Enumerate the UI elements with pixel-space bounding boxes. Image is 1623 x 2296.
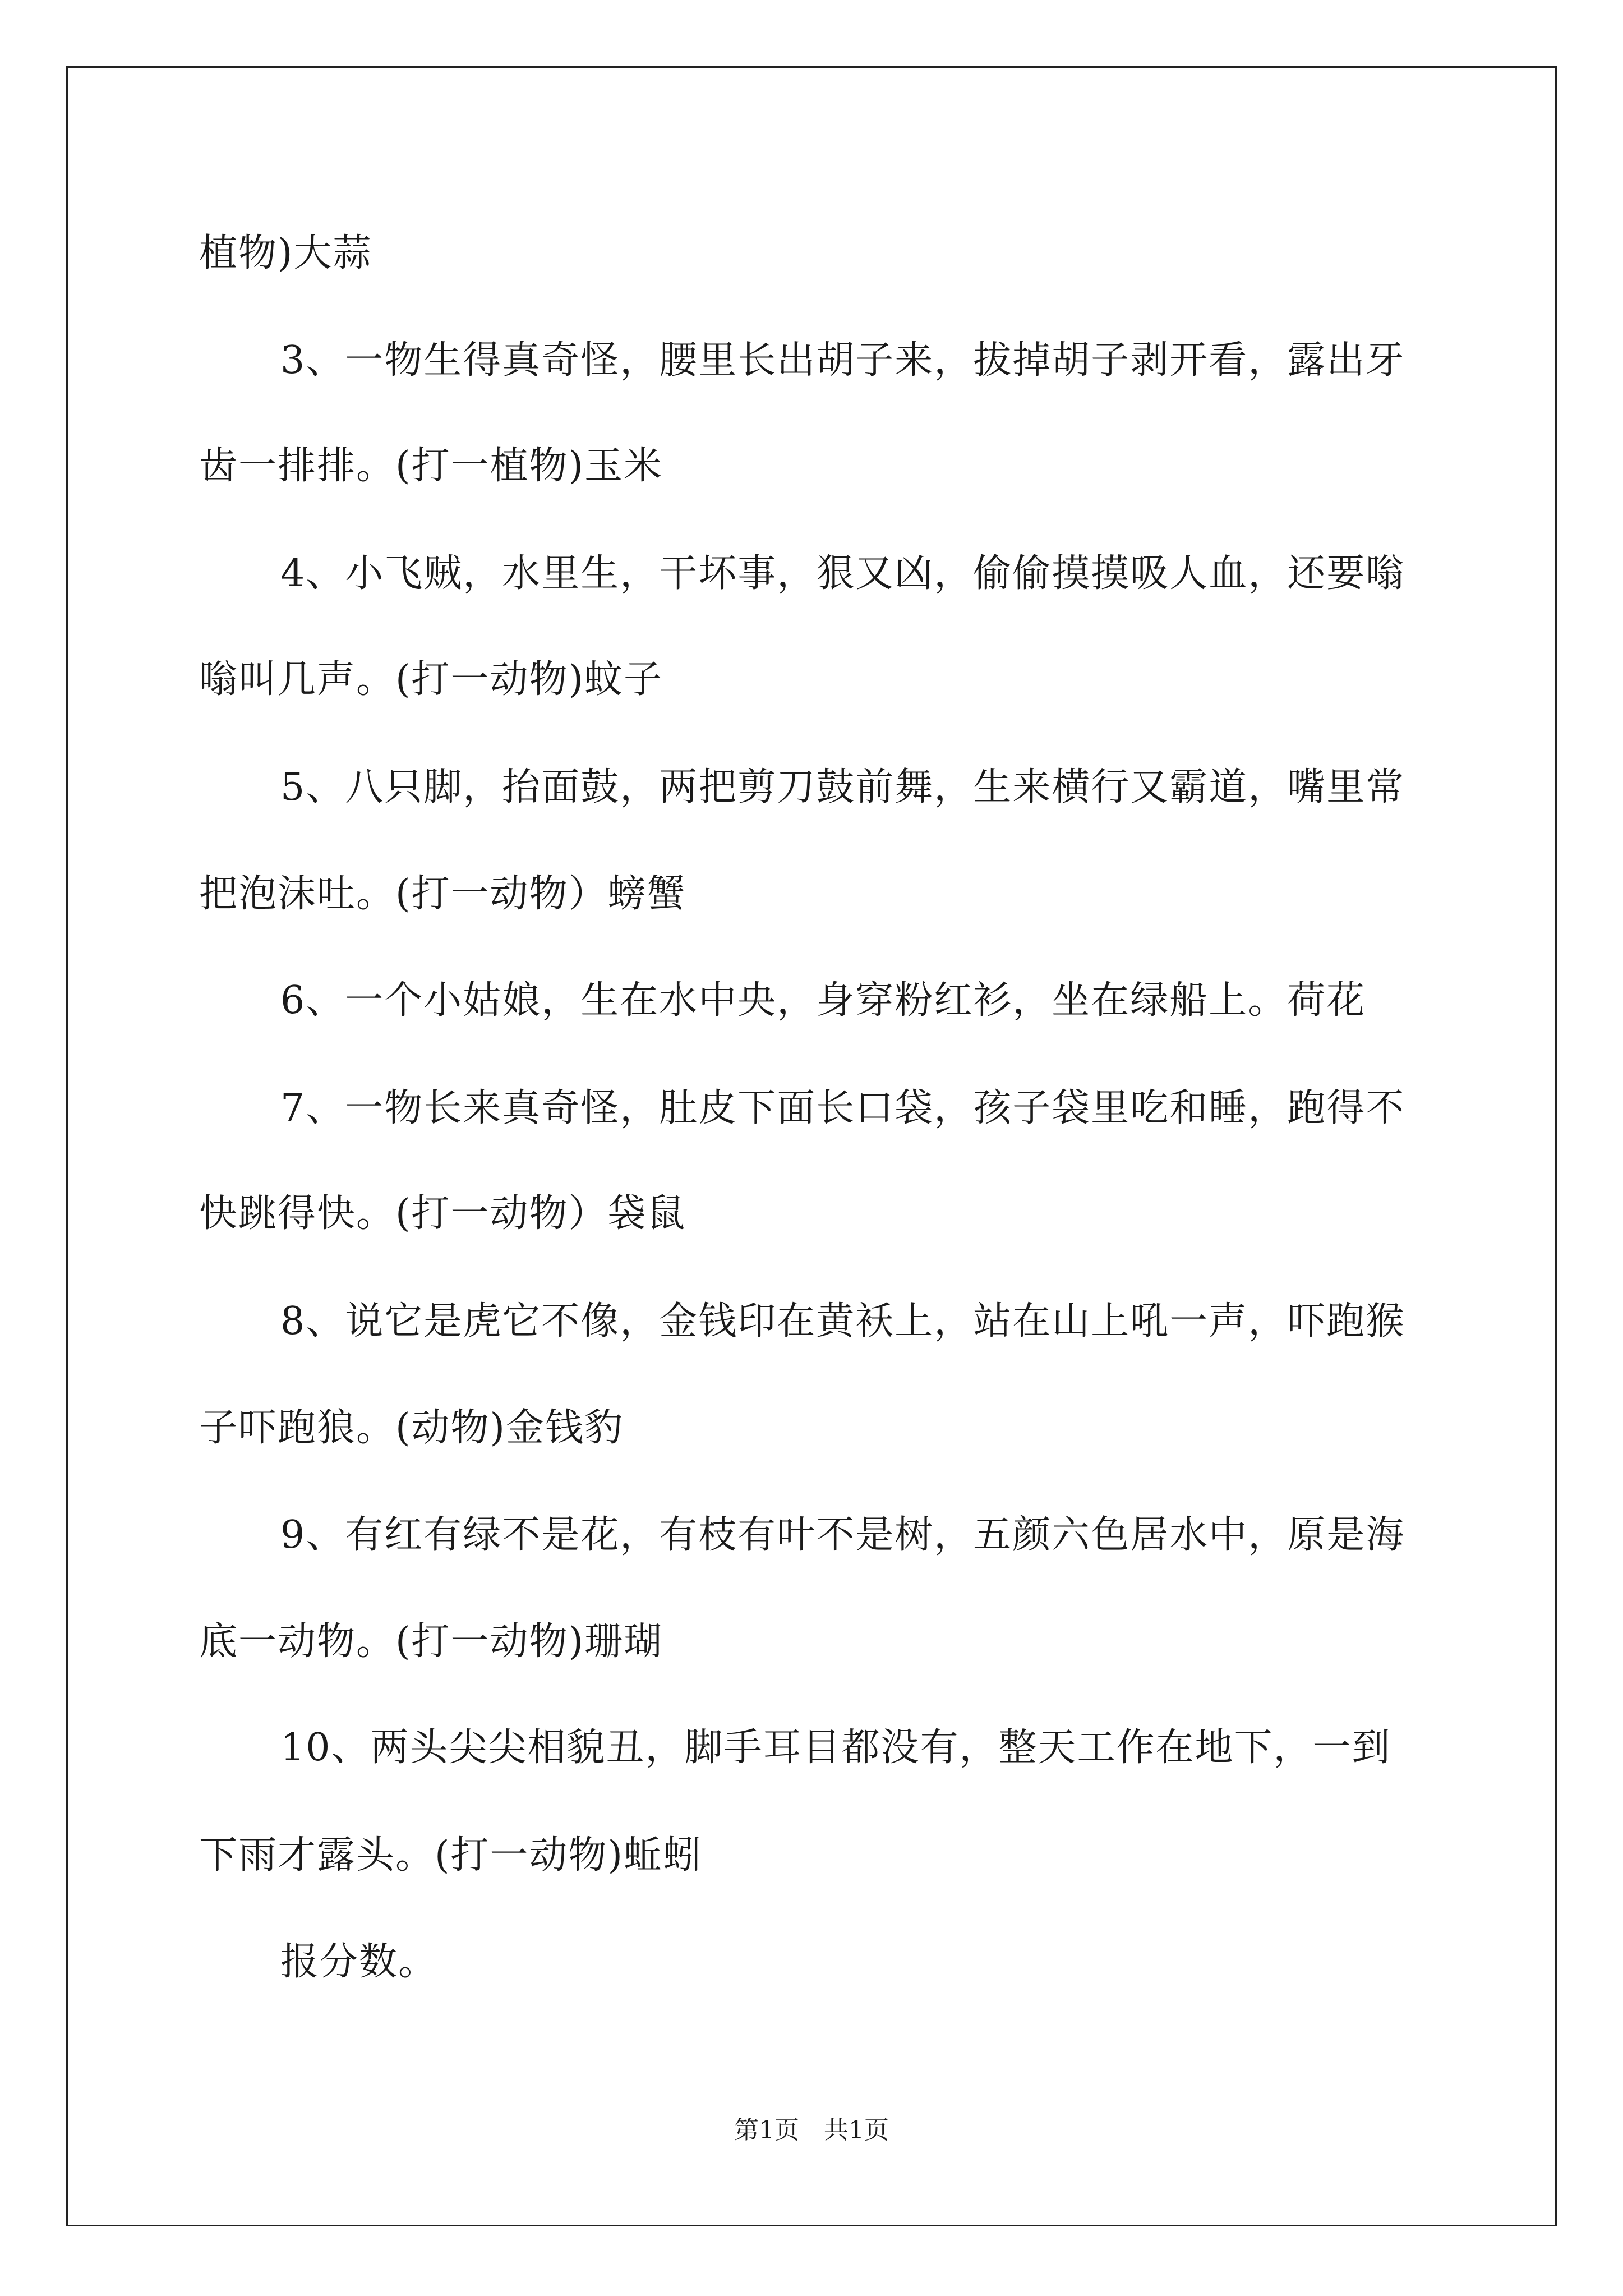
- text-line: 植物)大蒜: [199, 231, 372, 275]
- text-line: 5、八只脚，抬面鼓，两把剪刀鼓前舞，生来横行又霸道，嘴里常: [280, 765, 1405, 809]
- text-line: 子吓跑狼。(动物)金钱豹: [199, 1406, 624, 1450]
- text-line: 下雨才露头。(打一动物)蚯蚓: [199, 1833, 703, 1878]
- page-number-footer: 第1页 共1页: [734, 2116, 889, 2145]
- text-line: 快跳得快。(打一动物）袋鼠: [199, 1191, 686, 1236]
- text-line: 4、小飞贼，水里生，干坏事，狠又凶，偷偷摸摸吸人血，还要嗡: [280, 551, 1405, 596]
- text-line: 报分数。: [280, 1940, 438, 1984]
- text-line: 7、一物长来真奇怪，肚皮下面长口袋，孩子袋里吃和睡，跑得不: [280, 1086, 1405, 1130]
- text-line: 10、两头尖尖相貌丑，脚手耳目都没有，整天工作在地下，一到: [280, 1726, 1391, 1770]
- text-line: 把泡沫吐。(打一动物）螃蟹: [199, 872, 686, 916]
- text-line: 嗡叫几声。(打一动物)蚊子: [199, 657, 663, 702]
- text-line: 8、说它是虎它不像，金钱印在黄袄上，站在山上吼一声，吓跑猴: [280, 1299, 1405, 1343]
- text-line: 6、一个小姑娘，生在水中央，身穿粉红衫，坐在绿船上。荷花: [280, 978, 1366, 1023]
- page-border: [66, 66, 1557, 2226]
- text-line: 齿一排排。(打一植物)玉米: [199, 444, 663, 488]
- text-line: 3、一物生得真奇怪，腰里长出胡子来，拔掉胡子剥开看，露出牙: [280, 338, 1405, 383]
- text-line: 9、有红有绿不是花，有枝有叶不是树，五颜六色居水中，原是海: [280, 1513, 1405, 1557]
- text-line: 底一动物。(打一动物)珊瑚: [199, 1619, 663, 1664]
